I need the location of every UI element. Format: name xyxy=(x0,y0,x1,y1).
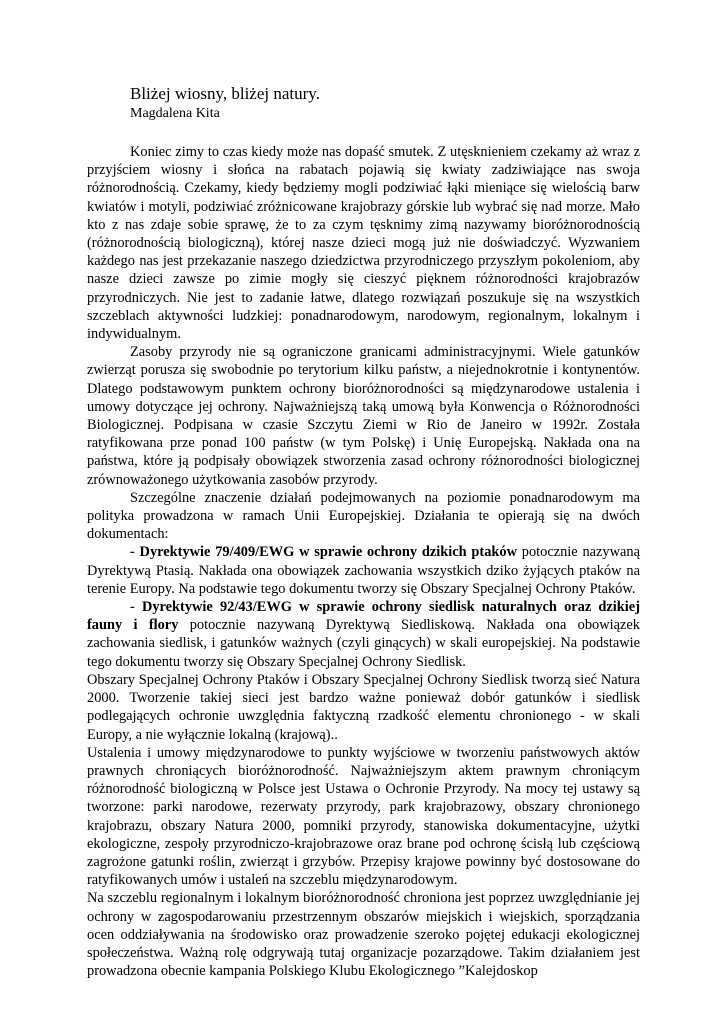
document-author: Magdalena Kita xyxy=(130,106,220,121)
directive-birds-text: potocznie nazywaną Dyrektywą Ptasią. Nakłada ona obowiązek zachowania wszystkich dziko żyjących ptaków na terenie Europy. Na podstawie tego dokumentu tworzy się Obszary Specjalnej Ochrony Ptaków. xyxy=(87,544,640,597)
document-page xyxy=(87,83,640,980)
paragraph-6: Na szczeblu regionalnym i lokalnym bioróżnorodność chroniona jest poprzez uwzględnianie jej ochrony w zagospodarowaniu przestrzennym obszarów miejskich i wiejskich, sporządzania ocen oddziaływania na środowisko oraz prowadzenie szeroko pojętej edukacji ekologicznej społeczeństwa. Ważną rolę odgrywają tutaj organizacje pozarządowe. Takim działaniem jest prowadzona obecnie kampania Polskiego Klubu Ekologicznego ”Kalejdoskop xyxy=(87,890,640,980)
paragraph-2: Zasoby przyrody nie są ograniczone granicami administracyjnymi. Wiele gatunków zwierząt porusza się swobodnie po terytorium kilku państw, a niejednokrotnie i kontynentów. Dlatego podstawowym punktem ochrony bioróżnorodności są międzynarodowe ustalenia i umowy dotyczące jej ochrony. Najważniejszą taką umową była Konwencja o Różnorodności Biologicznej. Podpisana w czasie Szczytu Ziemi w Rio de Janeiro w 1992r. Została ratyfikowana prze ponad 100 państw (w tym Polskę) i Unię Europejską. Nakłada ona na państwa, które ją podpisały obowiązek stworzenia zasad ochrony różnorodności biologicznej zrównoważonego użytkowania zasobów przyrody. xyxy=(87,344,640,488)
paragraph-3: Szczególne znaczenie działań podejmowanych na poziomie ponadnarodowym ma polityka prowadzona w ramach Unii Europejskiej. Działania te opierają się na dwóch dokumentach: xyxy=(87,489,640,543)
paragraph-4: Obszary Specjalnej Ochrony Ptaków i Obszary Specjalnej Ochrony Siedlisk tworzą sieć Natura 2000. Tworzenie takiej sieci jest bardzo ważne ponieważ dobór gatunków i siedlisk podlegających ochronie uwzględnia faktyczną rzadkość elementu chronionego - w skali Europy, a nie wyłącznie lokalną (krajową).. xyxy=(87,671,640,743)
directive-habitats-text: potocznie nazywaną Dyrektywą Siedliskową. Nakłada ona obowiązek zachowania siedlisk, i gatunków ważnych (czyli ginących) w skali europejskiej. Na podstawie tego dokumentu tworzy się Obszary Specjalnej Ochrony Siedlisk. xyxy=(87,617,640,670)
paragraph-1: Koniec zimy to czas kiedy może nas dopaść smutek. Z utęsknieniem czekamy aż wraz z przyjściem wiosny i słońca na rabatach pojawią się kwiaty zadziwiające nas swoja różnorodnością. Czekamy, kiedy będziemy mogli podziwiać łąki mieniące się wielością barw kwiatów i motyli, podziwiać zróżnicowane krajobrazy górskie lub wybrać się nad morze. Mało kto z nas zdaje sobie sprawę, że to za czym tęsknimy zimą nazywamy bioróżnorodnością (różnorodnością biologiczną), której nasze dzieci mogą już nie doświadczyć. Wyzwaniem każdego nas jest przekazanie naszego dziedzictwa przyrodniczego przyszłym pokoleniom, aby nasze dzieci zawsze po zimie mogły się cieszyć pięknem różnorodności krajobrazów przyrodniczych. Nie jest to zadanie łatwe, dlatego rozwiązań poszukuje się na wszystkich szczeblach aktywności ludzkiej: ponadnarodowym, narodowym, regionalnym, lokalnym i indywidualnym. xyxy=(87,144,640,343)
document-title: Bliżej wiosny, bliżej natury. xyxy=(130,84,320,103)
paragraph-5: Ustalenia i umowy międzynarodowe to punkty wyjściowe w tworzeniu państwowych aktów prawnych chroniących bioróżnorodność. Najważniejszym aktem prawnym chroniącym różnorodność biologiczną w Polsce jest Ustawa o Ochronie Przyrody. Na mocy tej ustawy są tworzone: parki narodowe, rezerwaty przyrody, park krajobrazowy, obszary chronionego krajobrazu, obszary Natura 2000, pomniki przyrody, stanowiska dokumentacyjne, użytki ekologiczne, zespoły przyrodniczo-krajobrazowe oraz brane pod ochronę ścisłą lub częściową zagrożone gatunki roślin, zwierząt i grzybów. Przepisy krajowe powinny być dostosowane do ratyfikowanych umów i ustaleń na szczeblu międzynarodowym. xyxy=(87,744,640,889)
directive-birds xyxy=(87,543,640,598)
document-body xyxy=(87,143,640,980)
directive-habitats xyxy=(87,598,640,671)
directive-habitats-title: - Dyrektywie 92/43/EWG w sprawie ochrony siedlisk naturalnych oraz dzikiej fauny i flory xyxy=(87,599,640,634)
directive-birds-title: - Dyrektywie 79/409/EWG w sprawie ochrony dzikich ptaków xyxy=(130,544,517,561)
